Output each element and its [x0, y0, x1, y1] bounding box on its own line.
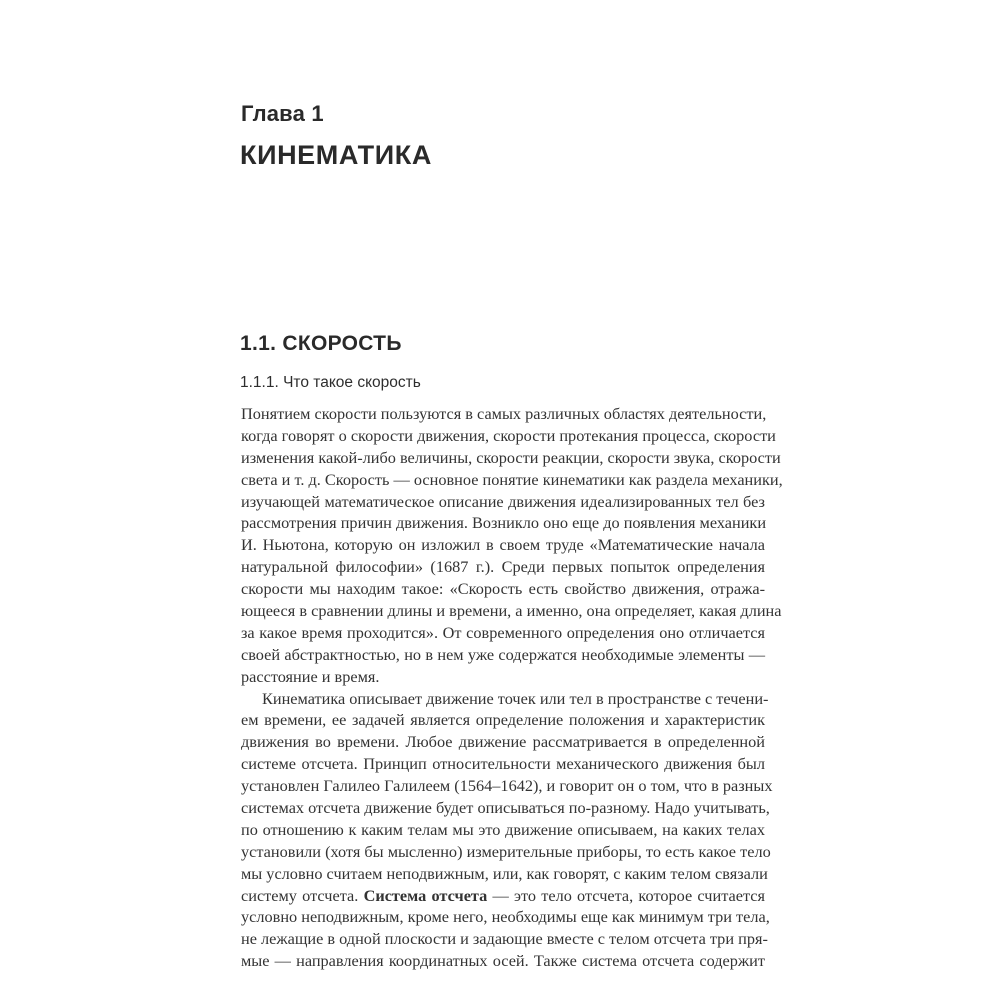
paragraph-2 — [241, 688, 773, 973]
text-line: за какое время проходится». От современного определения оно отличается — [241, 622, 765, 642]
text-line: расстояние и время. — [241, 666, 380, 686]
paragraph-1 — [241, 403, 783, 688]
text-line: скорости мы находим такое: «Скорость есть свойство движения, отража- — [241, 579, 765, 599]
text-line: по отношению к каким телам мы это движение описываем, на каких телах — [241, 819, 765, 839]
text-line: Кинематика описывает движение точек или тел в пространстве с течени- — [262, 688, 769, 708]
text-line: натуральной философии» (1687 г.). Среди первых попыток определения — [241, 557, 765, 577]
chapter-title: КИНЕМАТИКА — [240, 140, 432, 170]
text-line: когда говорят о скорости движения, скорости протекания процесса, скорости — [241, 425, 776, 445]
text-line: ющееся в сравнении длины и времени, а именно, она определяет, какая длина — [241, 601, 782, 621]
text-line: мы условно считаем неподвижным, или, как говорят, с каким телом связали — [241, 863, 768, 883]
text-line: света и т. д. Скорость — основное понятие кинематики как раздела механики, — [241, 469, 783, 489]
defined-term: Система отсчета — [363, 885, 488, 905]
text-line: изучающей математическое описание движения идеализированных тел без — [241, 491, 765, 511]
text-line: системе отсчета. Принцип относительности механического движения был — [241, 754, 765, 774]
text-line: изменения какой-либо величины, скорости реакции, скорости звука, скорости — [241, 447, 781, 467]
subsection-heading: 1.1.1. Что такое скорость — [240, 374, 421, 391]
text-line: движения во времени. Любое движение рассматривается в определенной — [241, 732, 765, 752]
text-line: установили (хотя бы мысленно) измерительные приборы, то есть какое тело — [241, 841, 771, 861]
chapter-label: Глава 1 — [241, 101, 324, 126]
text-line: И. Ньютона, которую он изложил в своем труде «Математические начала — [241, 535, 765, 555]
text-line: мые — направления координатных осей. Также система отсчета содержит — [241, 951, 765, 971]
text-line: рассмотрения причин движения. Возникло оно еще до появления механики — [241, 513, 767, 533]
text-line-with-term — [241, 885, 765, 907]
text-line: системах отсчета движение будет описываться по-разному. Надо учитывать, — [241, 798, 770, 818]
term-line-after: — это тело отсчета, которое считается — [492, 885, 766, 905]
text-line: установлен Галилео Галилеем (1564–1642), и говорит он о том, что в разных — [241, 776, 773, 796]
text-line: своей абстрактностью, но в нем уже содержатся необходимые элементы — — [241, 644, 765, 664]
text-line: не лежащие в одной плоскости и задающие вместе с телом отсчета три пря- — [241, 929, 768, 949]
text-line: ем времени, ее задачей является определение положения и характеристик — [241, 710, 765, 730]
text-line: условно неподвижным, кроме него, необходимы еще как минимум три тела, — [241, 907, 770, 927]
body-text — [241, 403, 783, 972]
section-heading: 1.1. СКОРОСТЬ — [240, 332, 402, 355]
text-line: Понятием скорости пользуются в самых различных областях деятельности, — [241, 404, 767, 423]
term-line-before: систему отсчета. — [241, 885, 359, 905]
